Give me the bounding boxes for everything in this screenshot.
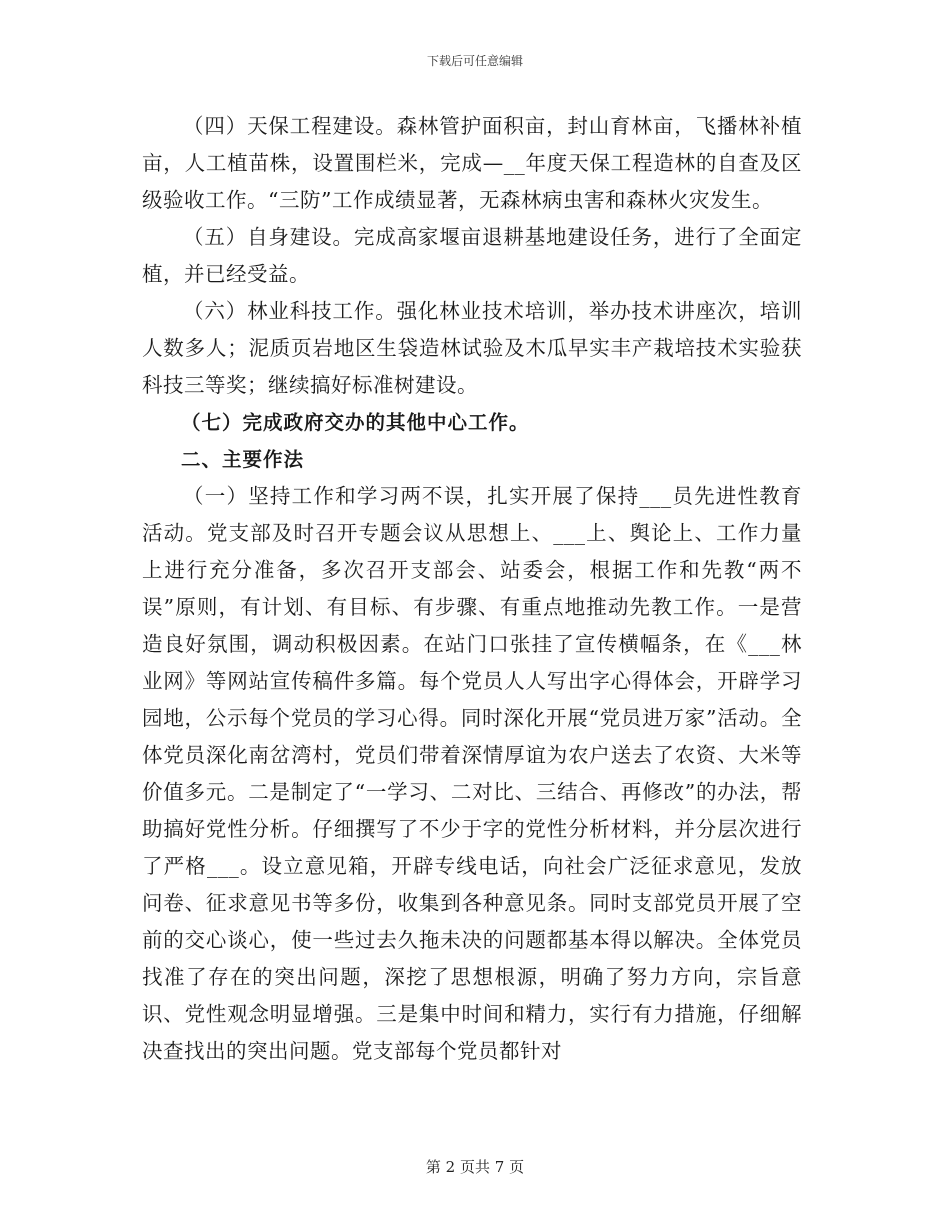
section-heading-main-practices: 二、主要作法: [181, 448, 305, 471]
page-header: 下载后可任意编辑: [426, 54, 523, 68]
paragraph-party-education: （一）坚持工作和学习两不误，扎实开展了保持___员先进性教育活动。党支部及时召开专题会议从思想上、___上、舆论上、工作力量上进行充分准备，多次召开支部会、站委会，根据工作和先教“两不误”原则，有计划、有目标、有步骤、有重点地推动先教工作。一是营造良好氛围，调动积极因素。在站门口张挂了宣传横幅条，在《___林业网》等网站宣传稿件多篇。每个党员人人写出字心得体会，开辟学习园地，公示每个党员的学习心得。同时深化开展“党员进万家”活动。全体党员深化南岔湾村，党员们带着深情厚谊为农户送去了农资、大米等价值多元。二是制定了“一学习、二对比、三结合、再修改”的办法，帮助搞好党性分析。仔细撰写了不少于字的党性分析材料，并分层次进行了严格___。设立意见箱，开辟专线电话，向社会广泛征求意见，发放问卷、征求意见书等多份，收集到各种意见条。同时支部党员开展了空前的交心谈心，使一些过去久拖未决的问题都基本得以解决。全体党员找准了存在的突出问题，深挖了思想根源，明确了努力方向，宗旨意识、党性观念明显增强。三是集中时间和精力，实行有力措施，仔细解决查找出的突出问题。党支部每个党员都针对: [142, 484, 802, 1063]
document-body: [142, 108, 802, 1070]
paragraph-self-construction: （五）自身建设。完成高家堰亩退耕基地建设任务，进行了全面定植，并已经受益。: [142, 225, 802, 286]
paragraph-forestry-tech: （六）林业科技工作。强化林业技术培训，举办技术讲座次，培训人数多人；泥质页岩地区生袋造林试验及木瓜早实丰产栽培技术实验获科技三等奖；继续搞好标准树建设。: [142, 299, 802, 397]
page-number: 第 2 页共 7 页: [425, 1158, 525, 1176]
paragraph-forest-protection: （四）天保工程建设。森林管护面积亩，封山育林亩，飞播林补植亩，人工植苗株，设置围栏米，完成—__年度天保工程造林的自查及区级验收工作。“三防”工作成绩显著，无森林病虫害和森林火灾发生。: [142, 114, 802, 212]
paragraph-government-tasks: （七）完成政府交办的其他中心工作。: [181, 411, 530, 434]
